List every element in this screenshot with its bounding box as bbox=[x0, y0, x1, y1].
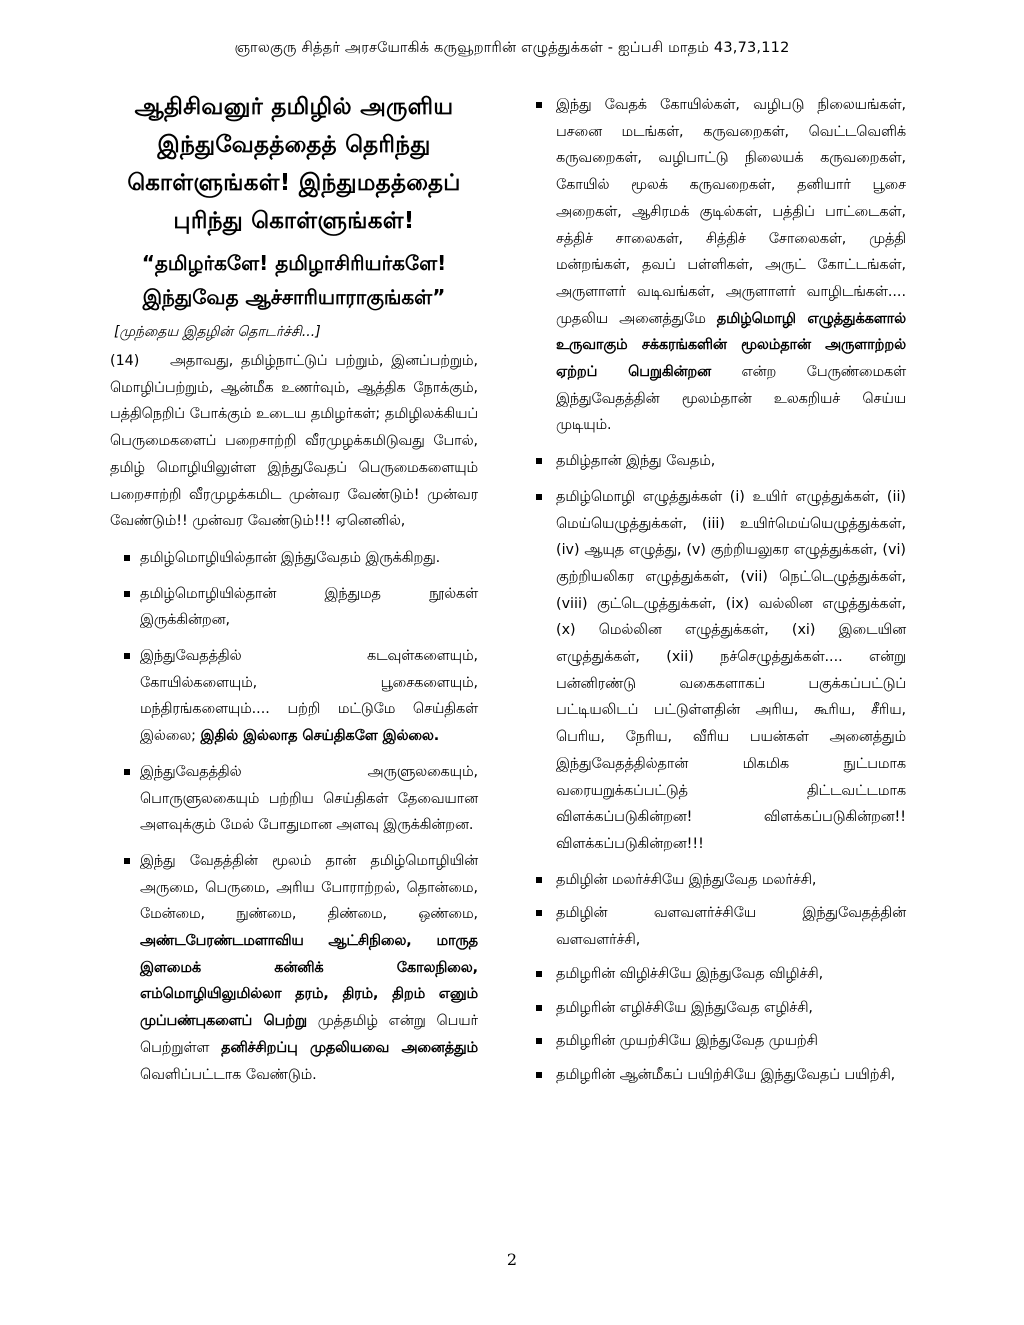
list-item-emphasis: தமிழ்மொழி எழுத்துக்களால் உருவாகும் சக்கரங்களின் மூலம்தான் அருளாற்றல் ஏற்றப் பெறுகின்றன bbox=[556, 310, 906, 381]
list-item-text: தமிழின் மலர்ச்சியே இந்துவேத மலர்ச்சி, bbox=[556, 871, 817, 888]
square-bullet-icon bbox=[124, 653, 130, 659]
list-item-text: இந்துவேதத்தில் கடவுள்களையும், கோயில்களையும், பூசைகளையும், மந்திரங்களையும்.... பற்றி மட்டுமே செய்திகள் இல்லை; bbox=[140, 648, 478, 745]
list-item bbox=[534, 867, 906, 894]
list-item-text: தமிழ்தான் இந்து வேதம், bbox=[556, 453, 716, 470]
list-item bbox=[534, 1062, 906, 1089]
square-bullet-icon bbox=[536, 458, 542, 464]
square-bullet-icon bbox=[536, 971, 542, 977]
list-item bbox=[122, 545, 478, 572]
article-subtitle bbox=[110, 246, 478, 314]
list-item-text: தமிழ்மொழியில்தான் இந்துமத நூல்கள் இருக்கின்றன, bbox=[140, 585, 478, 629]
right-column bbox=[534, 92, 906, 1096]
list-item-text: இந்துவேதத்தில் அருளுலகையும், பொருளுலகையும் பற்றிய செய்திகள் தேவையான அளவுக்கும் மேல் போதுமான அளவு இருக்கின்றன. bbox=[140, 763, 478, 834]
list-item-text: தமிழரின் முயற்சியே இந்துவேத முயற்சி bbox=[556, 1033, 818, 1050]
list-item-text: தமிழ்மொழியில்தான் இந்துவேதம் இருக்கிறது. bbox=[140, 549, 441, 566]
list-item bbox=[534, 92, 906, 439]
list-item-text: தமிழரின் விழிச்சியே இந்துவேத விழிச்சி, bbox=[556, 965, 824, 982]
list-item bbox=[534, 1028, 906, 1055]
list-item-emphasis: அண்டபேரண்டமளாவிய ஆட்சிநிலை, மாருத இளமைக் கன்னிக் கோலநிலை, எம்மொழியிலுமில்லா தரம், திரம், திறம் எனும் முப்பண்புகளைப் பெற்று bbox=[140, 933, 478, 1030]
title-line: ஆதிசிவனுர் தமிழில் அருளிய bbox=[134, 94, 454, 120]
list-item-text: முத்தமிழ் என்று பெயர் பெற்றுள்ள bbox=[140, 1013, 478, 1056]
square-bullet-icon bbox=[536, 1038, 542, 1044]
square-bullet-icon bbox=[124, 858, 130, 864]
paragraph-number: (14) bbox=[110, 353, 140, 369]
square-bullet-icon bbox=[124, 769, 130, 775]
square-bullet-icon bbox=[536, 1072, 542, 1078]
list-item bbox=[122, 848, 478, 1088]
list-item bbox=[534, 484, 906, 858]
list-item bbox=[122, 581, 478, 634]
list-item bbox=[534, 900, 906, 953]
list-item-text: தமிழ்மொழி எழுத்துக்கள் (i) உயிர் எழுத்துக்கள், (ii) மெய்யெழுத்துக்கள், (iii) உயிர்மெய்யெழுத்துக்கள், (iv) ஆயுத எழுத்து, (v) குற்றியலுகர எழுத்துக்கள், (vi) குற்றியலிகர எழுத்துக்கள், (vii) நெட்டெழுத்துக்கள், (viii) குட்டெழுத்துக்கள், (ix) வல்லின எழுத்துக்கள், (x) மெல்லின எழுத்துக்கள், (xi) இடையின எழுத்துக்கள், (xii) நச்செழுத்துக்கள்.... என்று பன்னிரண்டு வகைகளாகப் பகுக்கப்பட்டுப் பட்டியலிடப் பட்டுள்ளதின் அரிய, கூரிய, சீரிய, பெரிய, நேரிய, வீரிய பயன்கள் அனைத்தும் இந்துவேதத்தில்தான் மிகமிக நுட்பமாக வரையறுக்கப்பட்டுத் திட்டவட்டமாக விளக்கப்படுகின்றன! விளக்கப்படுகின்றன!! விளக்கப்படுகின்றன!!! bbox=[556, 488, 906, 852]
subtitle-line: “தமிழர்களே! தமிழாசிரியர்களே! bbox=[141, 251, 447, 275]
square-bullet-icon bbox=[536, 102, 542, 108]
list-item-emphasis: இதில் இல்லாத செய்திகளே இல்லை. bbox=[200, 728, 440, 745]
list-item-text: தமிழரின் ஆன்மீகப் பயிற்சியே இந்துவேதப் பயிற்சி, bbox=[556, 1066, 896, 1083]
list-item bbox=[122, 643, 478, 750]
list-item-text: இந்து வேதத்தின் மூலம் தான் தமிழ்மொழியின் அருமை, பெருமை, அரிய போராற்றல், தொன்மை, மேன்மை, நுண்மை, திண்மை, ஒண்மை, bbox=[140, 852, 478, 923]
list-item-text: வெளிப்பட்டாக வேண்டும். bbox=[140, 1066, 317, 1083]
intro-paragraph bbox=[110, 348, 478, 535]
list-item-text: இந்து வேதக் கோயில்கள், வழிபடு நிலையங்கள், பசனை மடங்கள், கருவறைகள், வெட்டவெளிக் கருவறைகள், வழிபாட்டு நிலையக் கருவறைகள், கோயில் மூலக் கருவறைகள், தனியார் பூசை அறைகள், ஆசிரமக் குடில்கள், பத்திப் பாட்டைகள், சத்திச் சாலைகள், சித்திச் சோலைகள், முத்தி மன்றங்கள், தவப் பள்ளிகள், அருட் கோட்டங்கள், அருளாளர் வடிவங்கள், அருளாளர் வாழிடங்கள்.... முதலிய அனைத்துமே bbox=[556, 97, 906, 327]
list-item-text: தமிழரின் எழிச்சியே இந்துவேத எழிச்சி, bbox=[556, 999, 813, 1016]
right-bullet-list bbox=[534, 92, 906, 1089]
list-item bbox=[122, 759, 478, 839]
title-line: இந்துவேதத்தைத் தெரிந்து bbox=[157, 132, 431, 158]
list-item-emphasis: தனிச்சிறப்பு முதலியவை அனைத்தும் bbox=[221, 1039, 478, 1056]
square-bullet-icon bbox=[124, 555, 130, 561]
square-bullet-icon bbox=[536, 910, 542, 916]
left-column bbox=[110, 88, 478, 1097]
page-number: 2 bbox=[506, 1250, 518, 1269]
list-item bbox=[534, 995, 906, 1022]
subtitle-line: இந்துவேத ஆச்சாரியாராகுங்கள்” bbox=[142, 285, 446, 309]
list-item bbox=[534, 448, 906, 475]
title-line: கொள்ளுங்கள்! இந்துமதத்தைப் bbox=[127, 170, 461, 196]
article-title bbox=[110, 88, 478, 240]
square-bullet-icon bbox=[536, 494, 542, 500]
left-bullet-list bbox=[110, 545, 478, 1088]
list-item bbox=[534, 961, 906, 988]
square-bullet-icon bbox=[124, 591, 130, 597]
title-line: புரிந்து கொள்ளுங்கள்! bbox=[173, 208, 415, 234]
square-bullet-icon bbox=[536, 1005, 542, 1011]
list-item-text: தமிழின் வளவளர்ச்சியே இந்துவேதத்தின் வளவளர்ச்சி, bbox=[556, 905, 906, 949]
running-header: ஞாலகுரு சித்தர் அரசயோகிக் கருவூறாரின் எழுத்துக்கள் - ஐப்பசி மாதம் 43,73,112 bbox=[234, 40, 790, 56]
square-bullet-icon bbox=[536, 877, 542, 883]
continued-note: [முந்தைய இதழின் தொடர்ச்சி...] bbox=[114, 324, 321, 340]
intro-text: அதாவது, தமிழ்நாட்டுப் பற்றும், இனப்பற்றும், மொழிப்பற்றும், ஆன்மீக உணர்வும், ஆத்திக நோக்கும், பத்திநெறிப் போக்கும் உடைய தமிழர்கள்; தமிழிலக்கியப் பெருமைகளைப் பறைசாற்றி வீரமுழக்கமிடுவது போல், தமிழ் மொழியிலுள்ள இந்துவேதப் பெருமைகளையும் பறைசாற்றி வீரமுழக்கமிட முன்வர வேண்டும்! முன்வர வேண்டும்!! முன்வர வேண்டும்!!! ஏனெனில், bbox=[110, 353, 478, 530]
list-item-text: என்ற பேருண்மைகள் இந்துவேதத்தின் மூலம்தான் உலகறியச் செய்ய முடியும். bbox=[556, 364, 906, 434]
